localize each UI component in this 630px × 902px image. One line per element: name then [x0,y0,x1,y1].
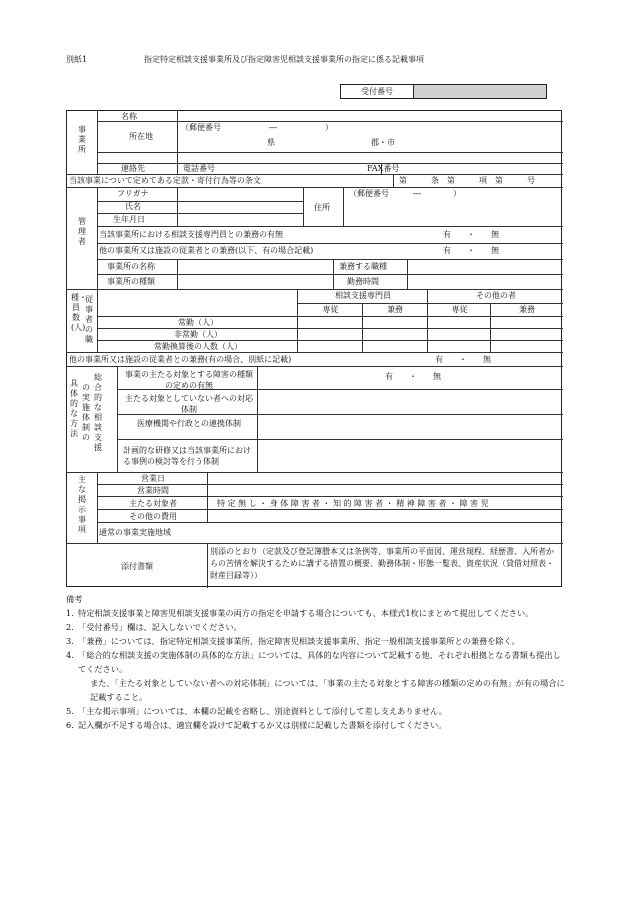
posting-days-label: 営業日 [141,474,165,483]
manager-office-type-label: 事業所の種類 [107,277,155,286]
method-r3-label: 医療機関や行政との連携体制 [137,419,241,428]
office-section-label: 事業所 [78,125,86,154]
method-r1-label: 事業の主たる対象とする障害の種類の定めの有無 [125,370,253,390]
articles-label: 当該事業について定めてある定款・寄付行為等の条文 [69,176,261,185]
col-other-concurrent: 兼務 [519,305,535,314]
staff-concurrent-q: 他の事業所又は施設の従業者との兼務(有の場合、別紙に記載) [69,355,292,364]
notes-title: 備考 [66,594,83,604]
manager-concurrent-job-label: 兼務する職種 [339,262,387,271]
office-location-label: 所在地 [129,132,153,141]
manager-address-label: 住所 [314,203,330,212]
office-phone-label: 電話番号 [183,164,215,173]
method-section-label-b: の実施体制の [82,383,90,442]
staff-row-parttime: 非常勤（人） [174,330,222,339]
office-contact-label: 連絡先 [121,164,145,173]
manager-postal-code: （郵便番号 ― ） [349,189,461,198]
articles-value: 第 条 第 項 第 号 [399,176,535,185]
method-r4-label: 計画的な研修又は当該事業所における事例の検討等を行う体制 [123,446,251,466]
manager-concurrent-specialist-value: 有 ・ 無 [443,230,499,239]
office-prefecture: 県 [267,138,275,147]
method-section-label-c: 具体的な方法 [70,379,78,438]
form-title: 指定特定相談支援事業所及び指定障害児相談支援事業所の指定に係る記載事項 [144,55,424,64]
note-item: 2. 「受付番号」欄は、記入しないでください。 [66,622,242,632]
manager-concurrent-other-value: 有 ・ 無 [443,246,499,255]
posting-area-label: 通常の事業実施地域 [99,528,171,537]
note-item: 3. 「兼務」については、指定特定相談支援事業所、指定障害児相談支援事業所、指定一般相談支援事業所との兼務を除く。 [66,636,520,646]
note-item: 5. 「主な掲示事項」については、本欄の記載を省略し、別途資料として添付して差し支えありません。 [66,706,447,716]
manager-concurrent-other-q: 他の事業所又は施設の従業者との兼務(以下、有の場合記載) [99,246,314,255]
attachments-label: 添付書類 [121,562,153,571]
manager-dob-label: 生年月日 [113,215,145,224]
note-item: また、「主たる対象としていない者への対応体制」については、「事業の主たる対象とする障害の種類の定めの有無」が有の場合に記載すること。 [90,678,565,702]
reception-number-field[interactable] [414,85,546,98]
application-form-table [66,110,562,587]
col-other: その他の者 [476,291,516,300]
manager-office-name-label: 事業所の名称 [107,262,155,271]
office-city: 郡・市 [371,138,395,147]
method-section-label-a: 総合的な相談支援 [94,373,102,452]
posting-fees-label: その他の費用 [129,512,177,521]
staff-row-converted: 常勤換算後の人数（人） [154,342,242,351]
office-postal-code: （郵便番号 ― ） [181,123,333,132]
form-number: 別紙1 [66,55,88,64]
manager-concurrent-specialist-q: 当該事業所における相談支援専門員との兼務の有無 [99,230,283,239]
reception-number-box [340,84,547,99]
manager-hours-label: 勤務時間 [347,277,379,286]
posting-section-label: 主な掲示事項 [78,475,86,534]
col-specialist-full: 専従 [322,305,339,314]
method-r2-label: 主たる対象としていない者への対応体制 [125,394,253,414]
col-specialist: 相談支援専門員 [335,291,391,300]
method-r1-value: 有 ・ 無 [385,372,441,381]
office-fax-label: FAX番号 [367,164,400,173]
attachments-text: 別添のとおり（定款及び登記簿謄本又は条例等、事業所の平面図、運営規程、経歴書、入所者からの苦情を解決するために講ずる措置の概要、勤務体制・形態一覧表、資産状況（貸借対照表・財産目録等）） [210,547,554,580]
staff-section-label-a: 従事者の職 [85,295,93,344]
reception-number-label: 受付番号 [341,85,414,98]
note-item: 6. 記入欄が不足する場合は、適宜欄を設けて記載するか又は別様に記載した書類を添付してください。 [66,720,447,730]
staff-section-label-b: 種・員数(人) [71,293,87,332]
posting-target-value: 特 定 無 し ・ 身 体 障 害 者 ・ 知 的 障 害 者 ・ 精 神 障 害 者 ・ 障 害 児 [217,499,489,508]
staff-row-fulltime: 常勤（人） [178,318,218,327]
note-item: 1. 特定相談支援事業と障害児相談支援事業の両方の指定を申請する場合についても、本様式1枚にまとめて提出してください。 [66,608,534,618]
staff-concurrent-value: 有 ・ 無 [435,355,491,364]
manager-section-label: 管理者 [78,217,86,246]
posting-target-label: 主たる対象者 [129,499,177,508]
posting-hours-label: 営業時間 [137,486,169,495]
notes-section [66,592,566,732]
manager-furigana-label: フリガナ [117,189,149,198]
col-specialist-concurrent: 兼務 [387,305,403,314]
office-name-label: 名称 [121,112,137,121]
note-item: 4. 「総合的な相談支援の実施体制の具体的な方法」については、具体的な内容について記載する他、それぞれ根拠となる書類も提出してください。 [66,650,561,674]
col-other-full: 専従 [451,305,468,314]
manager-name-label: 氏名 [125,202,141,211]
